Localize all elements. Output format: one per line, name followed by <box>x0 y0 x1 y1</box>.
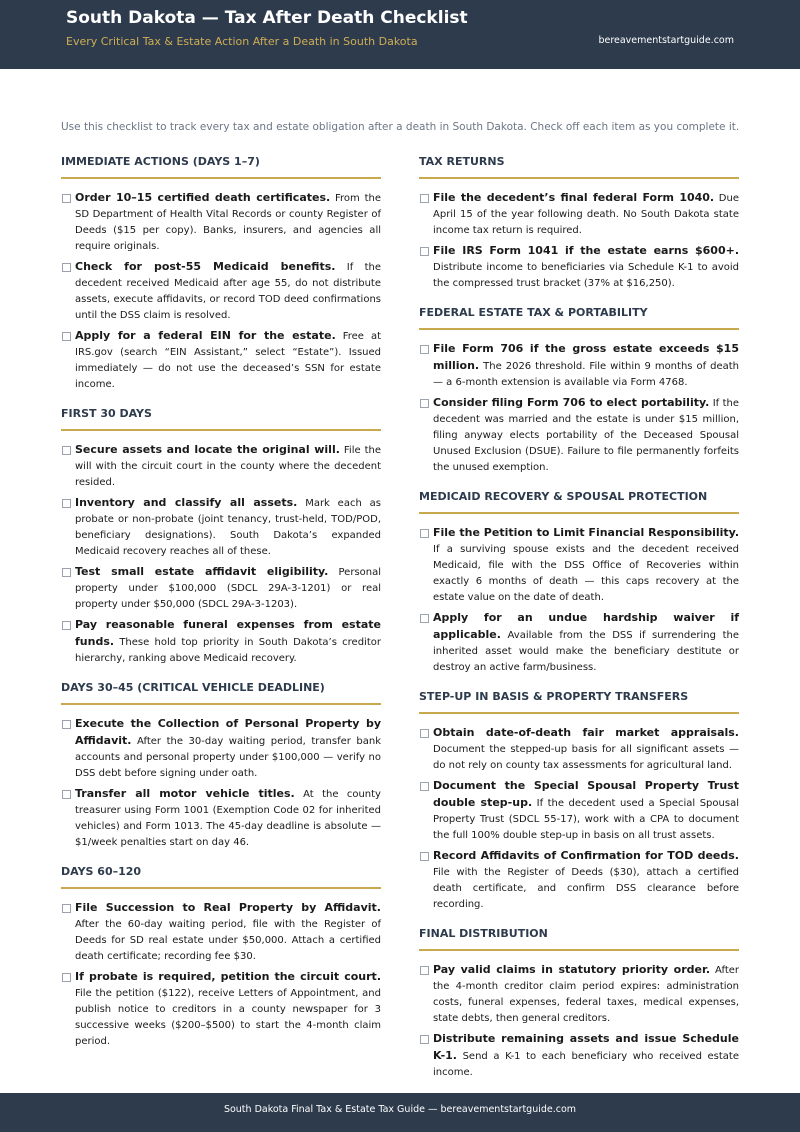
checklist-item <box>419 610 739 676</box>
item-description: File with the Register of Deeds ($30), attach a certified death certificate, and confirm DSS clearance before recording. <box>433 867 739 910</box>
checkbox[interactable] <box>420 194 429 203</box>
item-title: File Form 706 if the gross estate exceeds $15 million. <box>433 342 739 372</box>
checkbox[interactable] <box>62 790 71 799</box>
item-description: Available from the DSS if surrendering the inherited asset would make the beneficiary destitute or destroy an active farm/business. <box>433 630 739 673</box>
checklist-section <box>419 306 739 476</box>
checkbox[interactable] <box>420 247 429 256</box>
item-description: Mark each as probate or non-probate (joint tenancy, trust-held, TOD/POD, beneficiary designations). South Dakota’s expanded Medicaid recovery reaches all of these. <box>75 498 381 557</box>
item-title: File the Petition to Limit Financial Responsibility. <box>433 526 739 539</box>
item-description: File the will with the circuit court in the county where the decedent resided. <box>75 445 382 488</box>
checkbox[interactable] <box>62 194 71 203</box>
item-title: Pay valid claims in statutory priority order. <box>433 963 711 976</box>
checklist-item <box>419 962 739 1027</box>
checklist-item <box>61 328 381 393</box>
checklist-item <box>419 1031 739 1081</box>
item-description: Due April 15 of the year following death. No South Dakota state income tax return is required. <box>433 193 739 236</box>
item-title: Order 10–15 certified death certificates. <box>75 191 331 204</box>
checkbox[interactable] <box>420 1035 429 1044</box>
item-description: If the decedent used a Special Spousal Property Trust (SDCL 55-17), work with a CPA to document the full 100% double step-up in basis on all trust assets. <box>433 798 739 841</box>
item-description: Free at IRS.gov (search “EIN Assistant,” select “Estate”). Issued immediately — do not use the deceased’s SSN for estate income. <box>75 331 381 390</box>
checkbox[interactable] <box>62 263 71 272</box>
item-title: Transfer all motor vehicle titles. <box>75 787 295 800</box>
intro-text: Use this checklist to track every tax and estate obligation after a death in South Dakota. Check off each item as you complete it. <box>61 121 740 133</box>
checkbox[interactable] <box>62 446 71 455</box>
right-column <box>419 155 739 1095</box>
checklist-section <box>419 927 739 1081</box>
page-footer: South Dakota Final Tax & Estate Tax Guide — bereavementstartguide.com <box>0 1093 800 1132</box>
section-title: DAYS 30–45 (CRITICAL VEHICLE DEADLINE) <box>61 681 381 705</box>
checklist-item <box>61 786 381 851</box>
section-title: FIRST 30 DAYS <box>61 407 381 431</box>
item-title: Consider filing Form 706 to elect portability. <box>433 396 710 409</box>
header-site-link[interactable]: bereavementstartguide.com <box>598 35 734 46</box>
item-description: From the SD Department of Health Vital Records or county Register of Deeds ($15 per copy). Banks, insurers, and agencies all require originals. <box>75 193 382 252</box>
checklist-item <box>419 778 739 844</box>
checklist-section <box>61 155 381 393</box>
checkbox[interactable] <box>62 568 71 577</box>
checklist-item <box>61 259 381 324</box>
item-description: Personal property under $100,000 (SDCL 29A-3-1201) or real property under $50,000 (SDCL 29A-3-1203). <box>75 567 382 610</box>
checklist-item <box>419 341 739 391</box>
checklist-item <box>61 716 381 782</box>
section-title: STEP-UP IN BASIS & PROPERTY TRANSFERS <box>419 690 739 714</box>
checkbox[interactable] <box>62 499 71 508</box>
item-description: After the 30-day waiting period, transfer bank accounts and personal property under $100,000 — verify no DSS debt before signing under oath. <box>75 736 381 779</box>
section-title: IMMEDIATE ACTIONS (DAYS 1–7) <box>61 155 381 179</box>
item-title: Document the Special Spousal Property Trust double step-up. <box>433 779 739 809</box>
item-title: Apply for a federal EIN for the estate. <box>75 329 336 342</box>
section-title: DAYS 60–120 <box>61 865 381 889</box>
item-title: Secure assets and locate the original will. <box>75 443 340 456</box>
checklist-item <box>61 442 381 491</box>
item-title: File the decedent’s final federal Form 1040. <box>433 191 715 204</box>
checkbox[interactable] <box>420 729 429 738</box>
section-title: TAX RETURNS <box>419 155 739 179</box>
left-column <box>61 155 381 1064</box>
checkbox[interactable] <box>420 966 429 975</box>
checklist-section <box>61 681 381 851</box>
checklist-item <box>419 395 739 476</box>
item-title: Execute the Collection of Personal Property by Affidavit. <box>75 717 381 747</box>
checklist-item <box>61 190 381 255</box>
checklist-item <box>419 243 739 292</box>
item-title: Distribute remaining assets and issue Schedule K-1. <box>433 1032 739 1062</box>
checklist-item <box>419 525 739 606</box>
item-title: Obtain date-of-death fair market appraisals. <box>433 726 739 739</box>
checklist-item <box>61 900 381 965</box>
section-title: FEDERAL ESTATE TAX & PORTABILITY <box>419 306 739 330</box>
item-description: After the 4-month creditor claim period expires: administration costs, funeral expenses, federal taxes, medical expenses, state debts, then general creditors. <box>433 965 739 1024</box>
checkbox[interactable] <box>62 720 71 729</box>
item-title: File Succession to Real Property by Affidavit. <box>75 901 381 914</box>
item-description: If the decedent was married and the estate is under $15 million, filing anyway elects portability of the Deceased Spousal Unused Exclusion (DSUE). Failure to file permanently forfeits the unused exemption. <box>433 398 739 473</box>
item-title: Apply for an undue hardship waiver if applicable. <box>433 611 739 641</box>
item-title: If probate is required, petition the circuit court. <box>75 970 381 983</box>
item-description: If the decedent received Medicaid after age 55, do not distribute assets, execute affidavits, or record TOD deed confirmations until the DSS claim is resolved. <box>75 262 381 321</box>
item-description: These hold top priority in South Dakota’s creditor hierarchy, ranking above Medicaid recovery. <box>75 637 381 664</box>
checklist-section <box>61 865 381 1050</box>
checkbox[interactable] <box>420 345 429 354</box>
item-description: If a surviving spouse exists and the decedent received Medicaid, file with the DSS Office of Recoveries within exactly 6 months of death — this caps recovery at the estate value on the date of death. <box>433 544 739 603</box>
item-description: Send a K-1 to each beneficiary who received estate income. <box>433 1051 739 1078</box>
item-title: Test small estate affidavit eligibility. <box>75 565 329 578</box>
checkbox[interactable] <box>62 332 71 341</box>
item-title: Check for post-55 Medicaid benefits. <box>75 260 336 273</box>
checklist-item <box>419 190 739 239</box>
checklist-item <box>419 848 739 913</box>
item-description: After the 60-day waiting period, file with the Register of Deeds for SD real estate under $50,000. Attach a certified death certificate; recording fee $30. <box>75 919 381 962</box>
checklist-section <box>419 155 739 292</box>
checkbox[interactable] <box>62 904 71 913</box>
item-description: Distribute income to beneficiaries via Schedule K-1 to avoid the compressed trust bracket (37% at $16,250). <box>433 262 739 289</box>
checklist-item <box>61 564 381 613</box>
page-header <box>0 0 800 69</box>
section-title: FINAL DISTRIBUTION <box>419 927 739 951</box>
item-description: The 2026 threshold. File within 9 months of death — a 6-month extension is available via Form 4768. <box>433 361 739 388</box>
item-title: Pay reasonable funeral expenses from estate funds. <box>75 618 381 648</box>
item-description: File the petition ($122), receive Letters of Appointment, and publish notice to creditors in a county newspaper for 3 successive weeks ($200–$500) to start the 4-month claim period. <box>75 988 381 1047</box>
item-title: Record Affidavits of Confirmation for TOD deeds. <box>433 849 739 862</box>
checkbox[interactable] <box>420 614 429 623</box>
item-description: At the county treasurer using Form 1001 (Exemption Code 02 for inherited vehicles) and Form 1013. The 45-day deadline is absolute — $1/week penalties start on day 46. <box>75 789 381 848</box>
page-title: South Dakota — Tax After Death Checklist <box>66 8 468 28</box>
checkbox[interactable] <box>420 399 429 408</box>
checklist-item <box>419 725 739 774</box>
checkbox[interactable] <box>420 529 429 538</box>
checklist-item <box>61 617 381 667</box>
checklist-item <box>61 495 381 560</box>
checklist-item <box>61 969 381 1050</box>
item-title: Inventory and classify all assets. <box>75 496 298 509</box>
checkbox[interactable] <box>420 782 429 791</box>
checklist-section <box>419 690 739 913</box>
section-title: MEDICAID RECOVERY & SPOUSAL PROTECTION <box>419 490 739 514</box>
page-subtitle: Every Critical Tax & Estate Action After a Death in South Dakota <box>66 35 418 48</box>
checklist-section <box>419 490 739 676</box>
checkbox[interactable] <box>420 852 429 861</box>
item-title: File IRS Form 1041 if the estate earns $600+. <box>433 244 739 257</box>
checklist-section <box>61 407 381 667</box>
checkbox[interactable] <box>62 621 71 630</box>
checkbox[interactable] <box>62 973 71 982</box>
item-description: Document the stepped-up basis for all significant assets — do not rely on county tax assessments for agricultural land. <box>433 744 739 771</box>
